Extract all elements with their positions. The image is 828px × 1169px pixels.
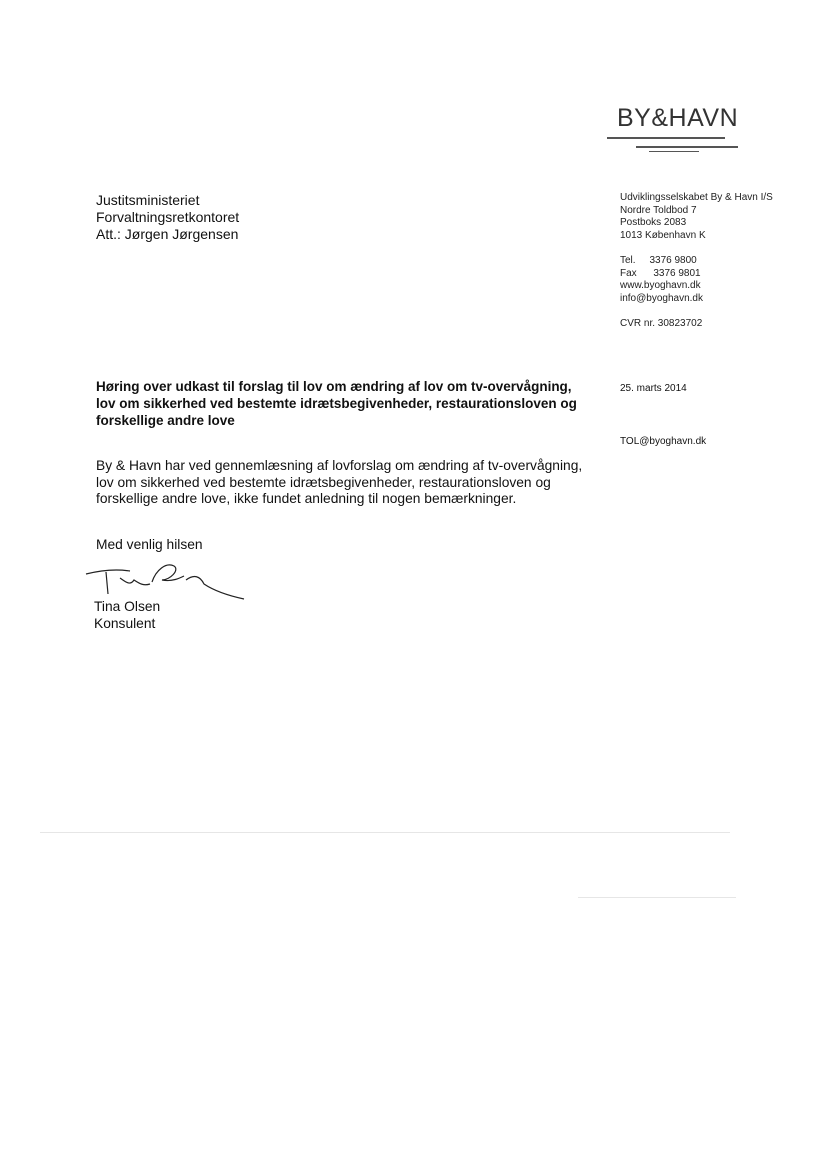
scan-artifact-line [40, 832, 730, 833]
sender-postbox: Postboks 2083 [620, 217, 687, 228]
letter-date: 25. marts 2014 [620, 383, 687, 394]
recipient-line: Justitsministeriet [96, 192, 200, 208]
signer-block [94, 598, 160, 632]
sender-email: info@byoghavn.dk [620, 292, 703, 304]
letter-body: By & Havn har ved gennemlæsning af lovforslag om ændring af tv-overvågning, lov om sikkerhed ved bestemte idrætsbegivenheder, restaurationsloven og forskellige andre love, ikke fundet anledning til nogen bemærkninger. [96, 458, 583, 506]
sender-tel: Tel. 3376 9800 [620, 255, 697, 266]
signer-title: Konsulent [94, 616, 156, 631]
logo-underline-bottom [636, 146, 738, 148]
scan-artifact-line [578, 897, 736, 898]
sender-fax: Fax 3376 9801 [620, 267, 701, 279]
letter-subject: Høring over udkast til forslag til lov om ændring af lov om tv-overvågning, lov om sikkerhed ved bestemte idrætsbegivenheder, restaurationsloven og forskellige andre love [96, 379, 577, 428]
closing-greeting: Med venlig hilsen [96, 537, 203, 552]
recipient-line: Att.: Jørgen Jørgensen [96, 226, 239, 242]
recipient-address [96, 192, 239, 243]
logo-text: BY&HAVN [617, 104, 739, 132]
sender-street: Nordre Toldbod 7 [620, 204, 697, 216]
sender-name: Udviklingsselskabet By & Havn I/S [620, 192, 773, 203]
sender-web: www.byoghavn.dk [620, 280, 701, 291]
logo-underline-top [607, 137, 725, 139]
reference-email: TOL@byoghavn.dk [620, 436, 707, 447]
sender-cvr: CVR nr. 30823702 [620, 318, 703, 329]
signer-name: Tina Olsen [94, 599, 161, 614]
logo-underline-short [649, 151, 699, 152]
sender-address [620, 192, 773, 331]
sender-city: 1013 København K [620, 229, 706, 241]
company-logo [617, 104, 738, 133]
recipient-line: Forvaltningsretkontoret [96, 209, 240, 225]
